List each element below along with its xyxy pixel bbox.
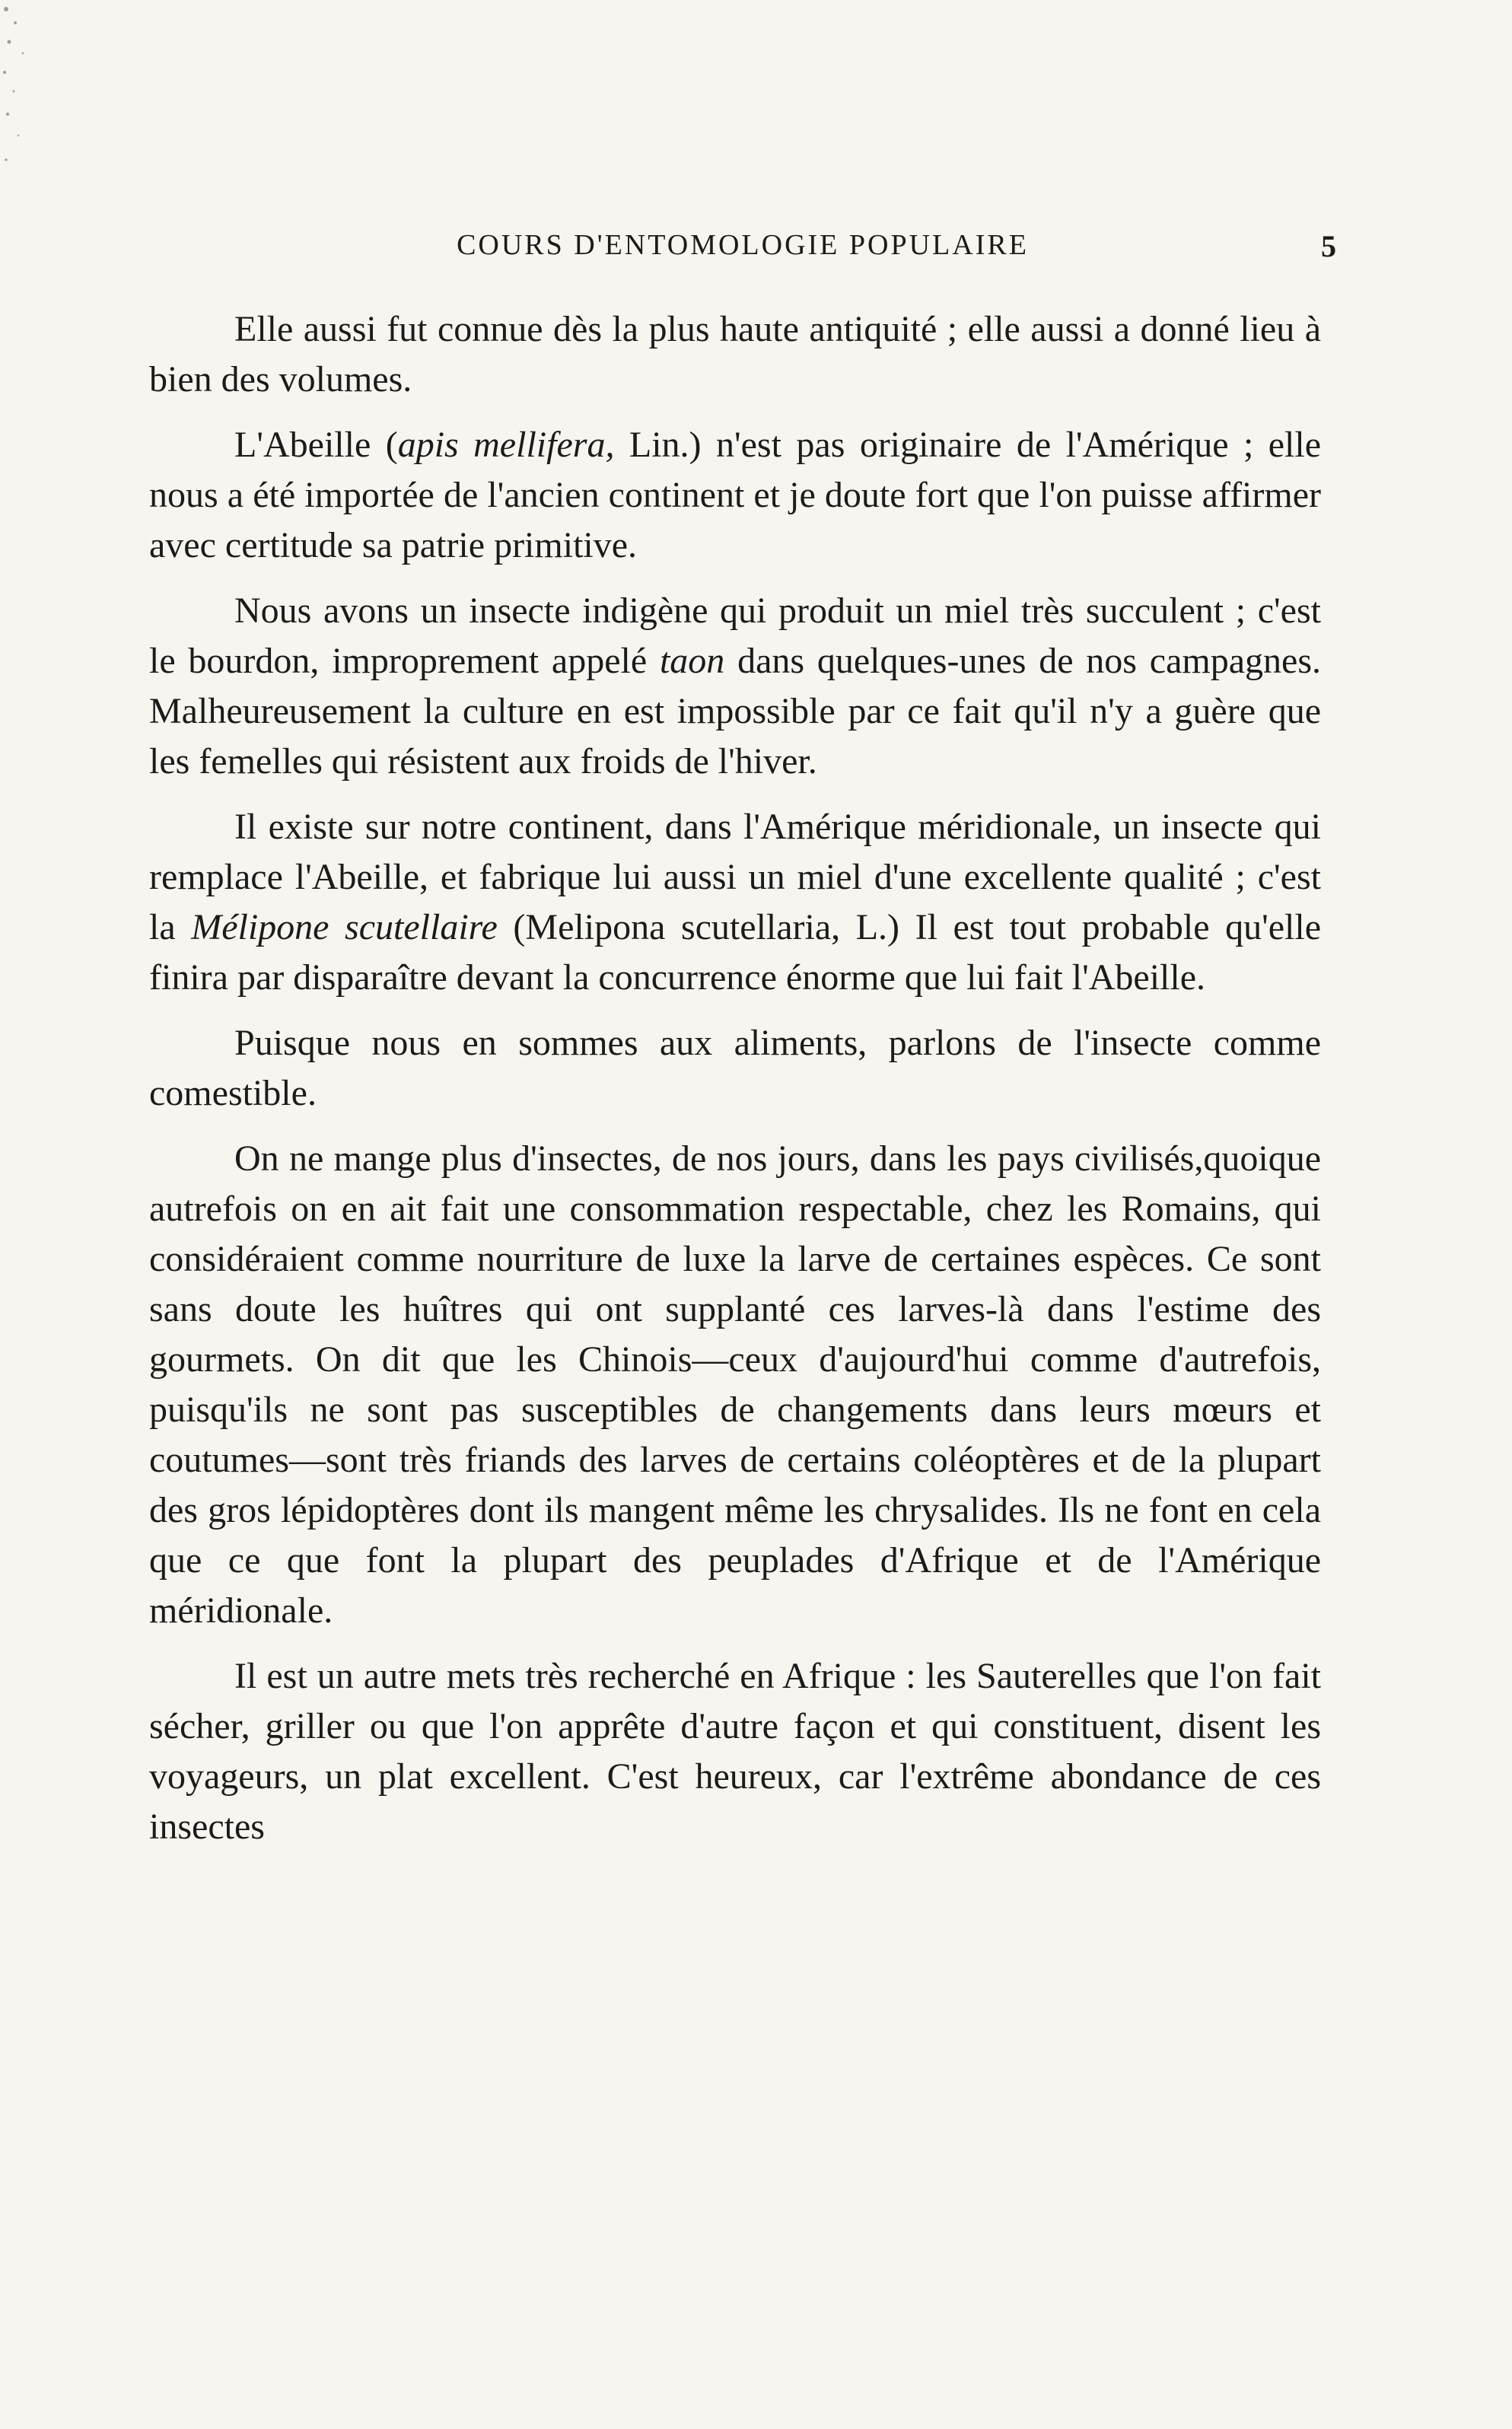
italic-term: taon xyxy=(659,641,725,681)
paragraph xyxy=(149,802,1321,1003)
running-head xyxy=(149,219,1336,280)
paragraph-text: (Melipona scutellaria, L.) Il est tout probable qu'elle finira par disparaître devant la concurrence énorme que lui fait l'Abeille. xyxy=(149,907,1321,998)
paragraph-text: Il existe sur notre continent, dans l'Amérique méridionale, un insecte qui remplace l'Abeille, et fabrique lui aussi un miel d'une excellente qualité ; c'est la xyxy=(149,807,1321,947)
page-number: 5 xyxy=(1321,229,1336,263)
body-text xyxy=(149,304,1321,1867)
paragraph: Puisque nous en sommes aux aliments, parlons de l'insecte comme comestible. xyxy=(149,1023,1321,1113)
paragraph: Elle aussi fut connue dès la plus haute antiquité ; elle aussi a donné lieu à bien des volumes. xyxy=(149,309,1321,400)
running-title: COURS D'ENTOMOLOGIE POPULAIRE xyxy=(457,229,1029,261)
paragraph xyxy=(149,586,1321,787)
paragraph-text: Lin.) n'est pas originaire de l'Amérique ; elle nous a été importée de l'ancien continent et je doute fort que l'on puisse affirmer avec certitude sa patrie primitive. xyxy=(149,425,1322,565)
paragraph-text: Nous avons un insecte indigène qui produit un miel très succulent ; c'est le bourdon, improprement appelé xyxy=(149,591,1321,681)
paragraph: On ne mange plus d'insectes, de nos jours, dans les pays civilisés,quoique autrefois on en ait fait une consommation respectable, chez les Romains, qui considéraient comme nourriture de luxe la larve de certaines espèces. Ce sont sans doute les huîtres qui ont supplanté ces larves-là dans l'estime des gourmets. On dit que les Chinois—ceux d'aujourd'hui comme d'autrefois, puisqu'ils ne sont pas susceptibles de changements dans leurs mœurs et coutumes—sont très friands des larves de certains coléoptères et de la plupart des gros lépidoptères dont ils mangent même les chrysalides. Ils ne font en cela que ce que font la plupart des peuplades d'Afrique et de l'Amérique méridionale. xyxy=(149,1138,1321,1631)
species-name: Mélipone scutellaire xyxy=(191,907,498,947)
paragraph xyxy=(149,420,1321,571)
paragraph-text: L'Abeille ( xyxy=(234,425,398,465)
scan-edge-speckle xyxy=(0,0,68,213)
scientific-name: apis mellifera, xyxy=(397,425,615,465)
paragraph: Il est un autre mets très recherché en Afrique : les Sauterelles que l'on fait sécher, griller ou que l'on apprête d'autre façon et qui constituent, disent les voyageurs, un plat excellent. C'est heureux, car l'extrême abondance de ces insectes xyxy=(149,1656,1321,1847)
paragraph-text: dans quelques-unes de nos campagnes. Malheureusement la culture en est impossible par ce fait qu'il n'y a guère que les femelles qui résistent aux froids de l'hiver. xyxy=(149,641,1322,782)
